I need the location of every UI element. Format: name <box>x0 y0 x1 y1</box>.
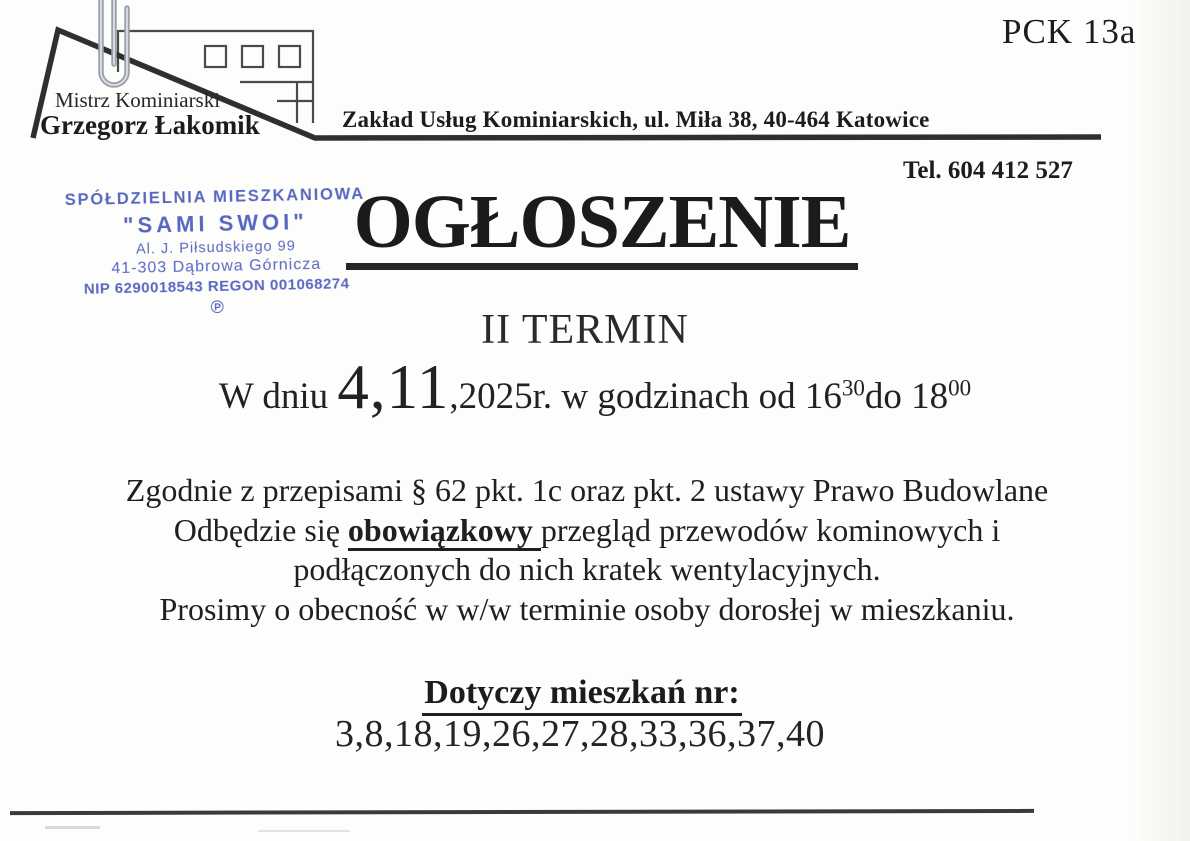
apartments-list: 3,8,18,19,26,27,28,33,36,37,40 <box>335 713 825 755</box>
body-line-presence: Prosimy o obecność w w/w terminie osoby dorosłej w mieszkaniu. <box>159 590 1015 627</box>
scan-artifact <box>258 830 350 832</box>
body-line-legal: Zgodnie z przepisami § 62 pkt. 1c oraz pkt. 2 ustawy Prawo Budowlane <box>125 472 1049 508</box>
body-line-mandatory <box>0 511 1174 551</box>
announcement-title-row <box>0 180 1190 270</box>
scan-artifact <box>45 826 100 829</box>
mandatory-emphasis: obowiązkowy <box>348 512 541 551</box>
date-rest: ,2025r. w godzinach od 16 <box>449 376 842 417</box>
date-day-month: 4,11 <box>337 352 450 422</box>
date-prefix: W dniu <box>218 376 338 417</box>
stamp-cooperative-name: SPÓŁDZIELNIA MIESZKANIOWA <box>64 184 366 210</box>
page-code: PCK 13a <box>1002 12 1137 51</box>
body-line2-end: przegląd przewodów kominowych i <box>540 511 1001 548</box>
time-end-minutes: 00 <box>948 375 972 401</box>
body-line2-start: Odbędzie się <box>173 511 348 548</box>
company-address-line: Zakład Usług Kominiarskich, ul. Miła 38, 40-464 Katowice <box>342 107 930 132</box>
stamp-city: 41-303 Dąbrowa Górnicza <box>111 255 322 278</box>
inspection-date-line <box>0 352 1190 422</box>
announcement-body <box>0 471 1190 629</box>
stamp-brand-name: "SAMI SWOI" <box>122 209 308 238</box>
time-start-minutes: 30 <box>841 375 865 401</box>
date-mid: do 18 <box>864 376 949 417</box>
body-line-vents: podłączonych do nich kratek wentylacyjnych. <box>293 551 881 587</box>
stamp-nip-regon: NIP 6290018543 REGON 001068274 <box>83 275 350 298</box>
paperclip-icon <box>101 0 127 85</box>
bottom-rule-divider <box>10 809 1034 815</box>
stamp-street: Al. J. Piłsudskiego 99 <box>135 238 296 258</box>
term-label: II TERMIN <box>481 307 689 353</box>
master-title-text: Mistrz Kominiarski <box>55 88 221 112</box>
stamp-circled-p-icon: ℗ <box>210 296 224 318</box>
apartments-heading-row <box>0 674 1190 716</box>
announcement-title: OGŁOSZENIE <box>346 184 859 270</box>
master-name-text: Grzegorz Łakomik <box>40 110 260 140</box>
apartments-heading: Dotyczy mieszkań nr: <box>422 674 741 716</box>
phone-number: Tel. 604 412 527 <box>903 157 1073 184</box>
